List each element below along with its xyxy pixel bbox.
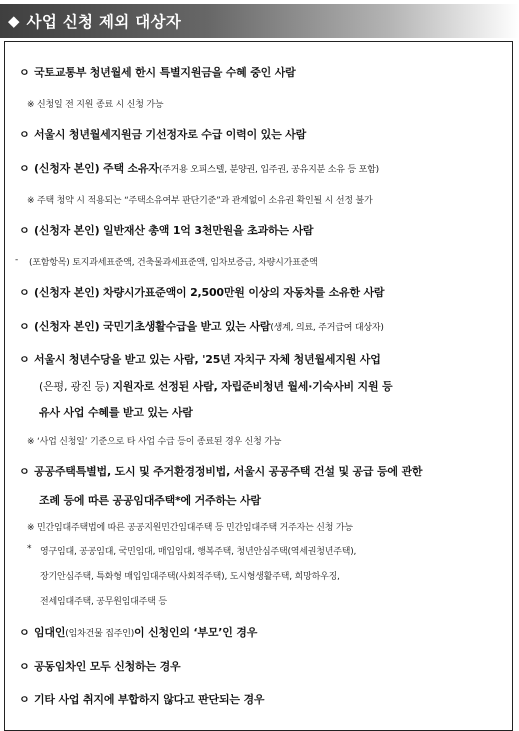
item-text: 조례 등에 따른 공공임대주택*에 거주하는 사람: [39, 494, 261, 507]
item-text: [39, 378, 392, 394]
footnote-text: 장기안심주택, 특화형 매입임대주택(사회적주택), 도시형생활주택, 희망하우징,: [40, 572, 340, 582]
item-text: 서울시 청년월세지원금 기선정자로 수급 이력이 있는 사람: [34, 128, 306, 141]
note-text: ※ 신청일 전 지원 종료 시 신청 가능: [27, 100, 164, 110]
item-main: 이 신청인의 ‘부모’인 경우: [134, 626, 258, 639]
section-title-bar: [0, 4, 519, 38]
item-text: 국토교통부 청년월세 한시 특별지원금을 수혜 중인 사람: [34, 66, 296, 79]
bullet: ㅇ: [19, 660, 30, 673]
note-text: ※ 주택 청약 시 적용되는 “주택소유여부 판단기준”과 관계없이 소유권 확인될 시 선정 불가: [27, 196, 373, 206]
bullet: ㅇ: [19, 353, 30, 366]
bullet: ㅇ: [19, 320, 30, 333]
footnote-text: 영구임대, 공공임대, 국민임대, 매입임대, 행복주택, 청년안심주택(역세권청년주택),: [40, 547, 357, 557]
note-text: ※ ‘사업 신청일’ 기준으로 타 사업 수급 등이 종료된 경우 신청 가능: [27, 437, 282, 447]
item-text: 유사 사업 수혜를 받고 있는 사람: [39, 406, 193, 419]
item-text: 기타 사업 취지에 부합하지 않다고 판단되는 경우: [34, 693, 265, 706]
item-sub: (주거용 오피스텔, 분양권, 입주권, 공유지분 소유 등 포함): [158, 165, 379, 175]
note-text: ※ 민간임대주택법에 따른 공공지원민간임대주택 등 민간임대주택 거주자는 신청 가능: [27, 523, 353, 533]
item-text: [34, 624, 257, 640]
dash-mark: -: [15, 255, 19, 265]
detail-text: (포함항목) 토지과세표준액, 건축물과세표준액, 임차보증금, 차량시가표준액: [29, 258, 318, 268]
bullet: ㅇ: [19, 286, 30, 299]
bullet: ㅇ: [19, 693, 30, 706]
bullet: ㅇ: [19, 626, 30, 639]
item-text: (신청자 본인) 차량시가표준액이 2,500만원 이상의 자동차를 소유한 사람: [34, 286, 385, 299]
exclusion-list-box: [4, 41, 513, 731]
item-sub: (생계, 의료, 주거급여 대상자): [270, 323, 384, 333]
bullet: ㅇ: [19, 66, 30, 79]
bullet: ㅇ: [19, 162, 30, 175]
asterisk-mark: *: [27, 544, 32, 554]
item-text: 서울시 청년수당을 받고 있는 사람, '25년 자치구 자체 청년월세지원 사업: [34, 353, 381, 366]
bullet: ㅇ: [19, 465, 30, 478]
bullet: ㅇ: [19, 224, 30, 237]
item-text: (신청자 본인) 일반재산 총액 1억 3천만원을 초과하는 사람: [34, 224, 314, 237]
bullet: ㅇ: [19, 128, 30, 141]
section-title: 사업 신청 제외 대상자: [26, 13, 182, 31]
item-prefix: (은평, 광진 등): [39, 380, 113, 393]
item-main: 임대인: [34, 626, 66, 639]
item-main: (신청자 본인) 주택 소유자: [34, 162, 159, 175]
item-sub: (임차건물 집주인): [65, 629, 135, 639]
item-text: [34, 318, 384, 334]
item-main: (신청자 본인) 국민기초생활수급을 받고 있는 사람: [34, 320, 271, 333]
item-text: 공동임차인 모두 신청하는 경우: [34, 660, 181, 673]
item-text: [34, 160, 379, 176]
item-text: 공공주택특별법, 도시 및 주거환경정비법, 서울시 공공주택 건설 및 공급 등에 관한: [34, 465, 423, 478]
footnote-text: 전세임대주택, 공무원임대주택 등: [40, 597, 167, 607]
diamond-icon: ◆: [8, 12, 20, 30]
item-main: 지원자로 선정된 사람, 자립준비청년 월세·기숙사비 지원 등: [112, 380, 393, 393]
